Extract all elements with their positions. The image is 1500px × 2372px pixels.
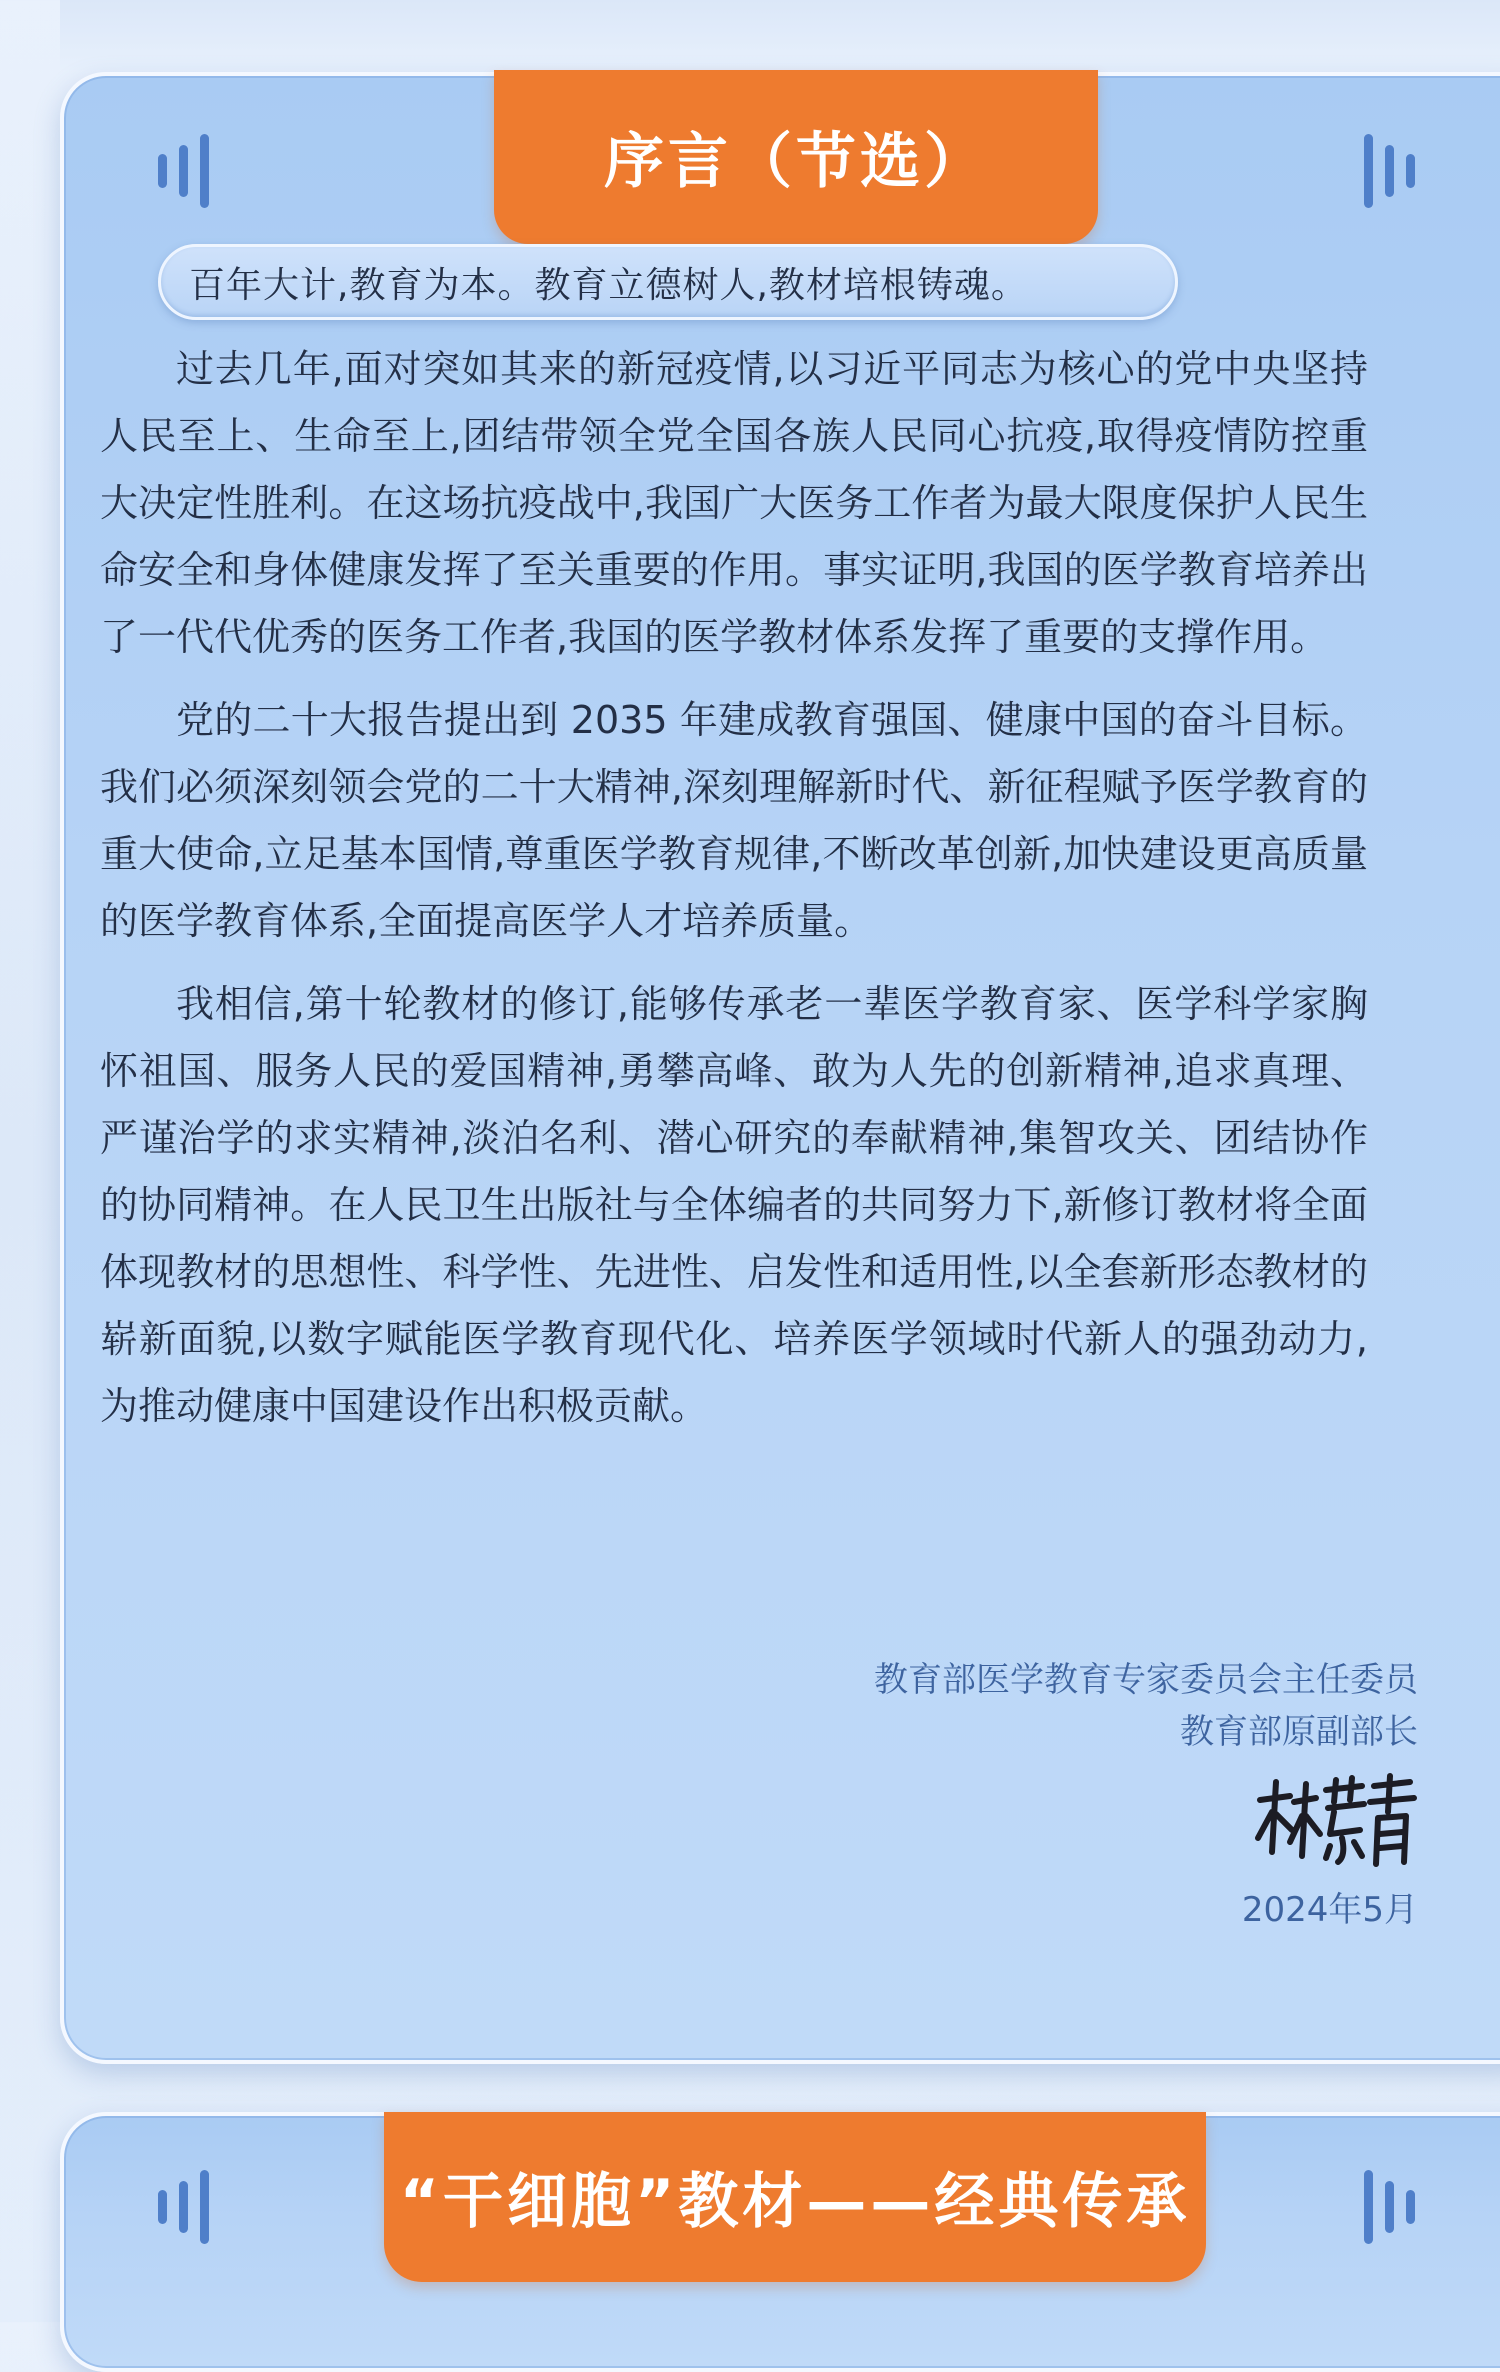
right-bars-decoration-icon: [1364, 2170, 1415, 2244]
motto-pill: [158, 244, 1178, 320]
textbook-card: [60, 2112, 1500, 2372]
textbook-title-tab: [384, 2112, 1206, 2282]
textbook-title: “干细胞”教材——经典传承: [399, 2167, 1191, 2237]
signature-title-2: 教育部原副部长: [1180, 1712, 1418, 1752]
preface-paragraph-1: 过去几年,面对突如其来的新冠疫情,以习近平同志为核心的党中央坚持人民至上、生命至上,团结带领全党全国各族人民同心抗疫,取得疫情防控重大决定性胜利。在这场抗疫战中,我国广大医务工作者为最大限度保护人民生命安全和身体健康发挥了至关重要的作用。事实证明,我国的医学教育培养出了一代代优秀的医务工作者,我国的医学教材体系发挥了重要的支撑作用。: [100, 347, 1368, 659]
right-bars-decoration-icon: [1364, 134, 1415, 208]
left-bars-decoration-icon: [158, 134, 209, 208]
signature-title-1: 教育部医学教育专家委员会主任委员: [874, 1660, 1418, 1700]
preface-paragraph-3: 我相信,第十轮教材的修订,能够传承老一辈医学教育家、医学科学家胸怀祖国、服务人民的爱国精神,勇攀高峰、敢为人先的创新精神,追求真理、严谨治学的求实精神,淡泊名利、潜心研究的奉献精神,集智攻关、团结协作的协同精神。在人民卫生出版社与全体编者的共同努力下,新修订教材将全面体现教材的思想性、科学性、先进性、启发性和适用性,以全套新形态教材的崭新面貌,以数字赋能医学教育现代化、培养医学领域时代新人的强劲动力,为推动健康中国建设作出积极贡献。: [100, 982, 1368, 1428]
background-strip: [60, 0, 1500, 70]
preface-body: [100, 336, 1368, 1456]
left-bars-decoration-icon: [158, 2170, 209, 2244]
motto-text: 百年大计,教育为本。教育立德树人,教材培根铸魂。: [189, 264, 1028, 306]
signature-date: 2024年5月: [1241, 1890, 1418, 1930]
preface-title: 序言（节选）: [604, 127, 988, 197]
preface-paragraph-2: 党的二十大报告提出到 2035 年建成教育强国、健康中国的奋斗目标。我们必须深刻领会党的二十大精神,深刻理解新时代、新征程赋予医学教育的重大使命,立足基本国情,尊重医学教育规律,不断改革创新,加快建设更高质量的医学教育体系,全面提高医学人才培养质量。: [100, 698, 1368, 943]
handwritten-signature: [1250, 1772, 1420, 1872]
preface-title-tab: [494, 70, 1098, 244]
